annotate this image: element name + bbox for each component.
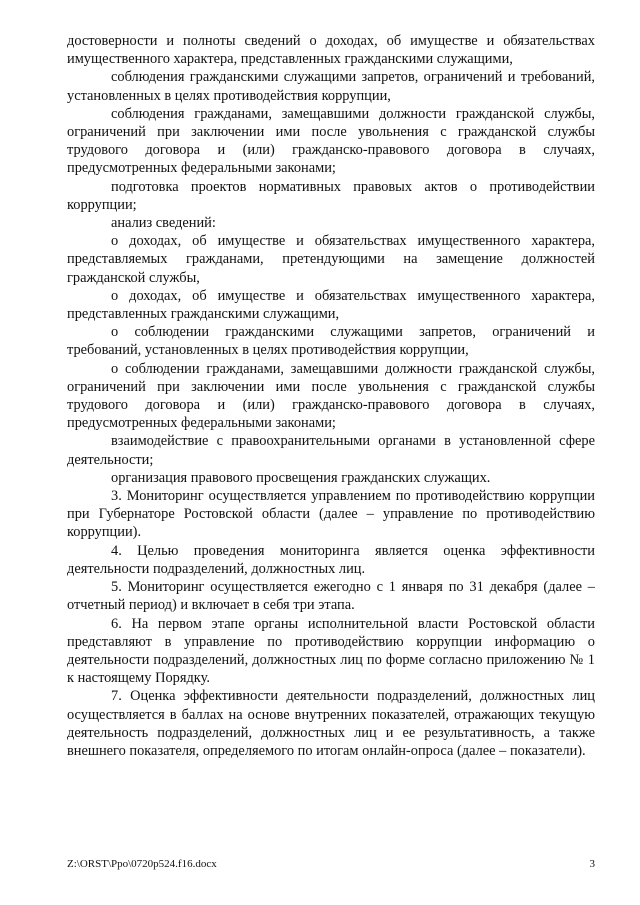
paragraph: 7. Оценка эффективности деятельности подразделений, должностных лиц осуществляется в баллах на основе внутренних показателей, отражающих текущую деятельность подразделений, должностных лиц и ее результативность, а также внешнего показателя, определяемого по итогам онлайн-опроса (далее – показатели). <box>67 688 595 759</box>
paragraph: 4. Целью проведения мониторинга является оценка эффективности деятельности подразделений, должностных лиц. <box>67 542 595 577</box>
document-body <box>67 32 595 760</box>
paragraph: о соблюдении гражданскими служащими запретов, ограничений и требований, установленных в целях противодействия коррупции, <box>67 324 595 359</box>
paragraph: 5. Мониторинг осуществляется ежегодно с 1 января по 31 декабря (далее – отчетный период) и включает в себя три этапа. <box>67 579 595 614</box>
paragraph: взаимодействие с правоохранительными органами в установленной сфере деятельности; <box>67 433 595 468</box>
paragraph: 3. Мониторинг осуществляется управлением по противодействию коррупции при Губернаторе Ростовской области (далее – управление по противодействию коррупции). <box>67 488 595 541</box>
footer-file-path: Z:\ORST\Ppo\0720p524.f16.docx <box>67 858 217 870</box>
paragraph: подготовка проектов нормативных правовых актов о противодействии коррупции; <box>67 178 595 213</box>
paragraph: о соблюдении гражданами, замещавшими должности гражданской службы, ограничений при заключении ими после увольнения с гражданской службы трудового договора и (или) гражданско-правового договора в случаях, предусмотренных федеральными законами; <box>67 360 595 432</box>
paragraph: 6. На первом этапе органы исполнительной власти Ростовской области представляют в управление по противодействию коррупции информацию о деятельности подразделений, должностных лиц по форме согласно приложению № 1 к настоящему Порядку. <box>67 615 595 687</box>
paragraph: соблюдения гражданскими служащими запретов, ограничений и требований, установленных в целях противодействия коррупции, <box>67 69 595 104</box>
paragraph: анализ сведений: <box>111 215 216 232</box>
paragraph: достоверности и полноты сведений о доходах, об имуществе и обязательствах имущественного характера, представленных гражданскими служащими, <box>67 33 595 68</box>
page-number: 3 <box>589 858 595 870</box>
paragraph: о доходах, об имуществе и обязательствах имущественного характера, представленных гражданскими служащими, <box>67 287 595 323</box>
paragraph: соблюдения гражданами, замещавшими должности гражданской службы, ограничений при заключении ими после увольнения с гражданской службы трудового договора и (или) гражданско-правового договора в случаях, предусмотренных федеральными законами; <box>67 105 595 177</box>
paragraph: о доходах, об имуществе и обязательствах имущественного характера, представляемых гражданами, претендующими на замещение должностей гражданской службы, <box>67 233 595 286</box>
paragraph: организация правового просвещения гражданских служащих. <box>111 469 491 486</box>
